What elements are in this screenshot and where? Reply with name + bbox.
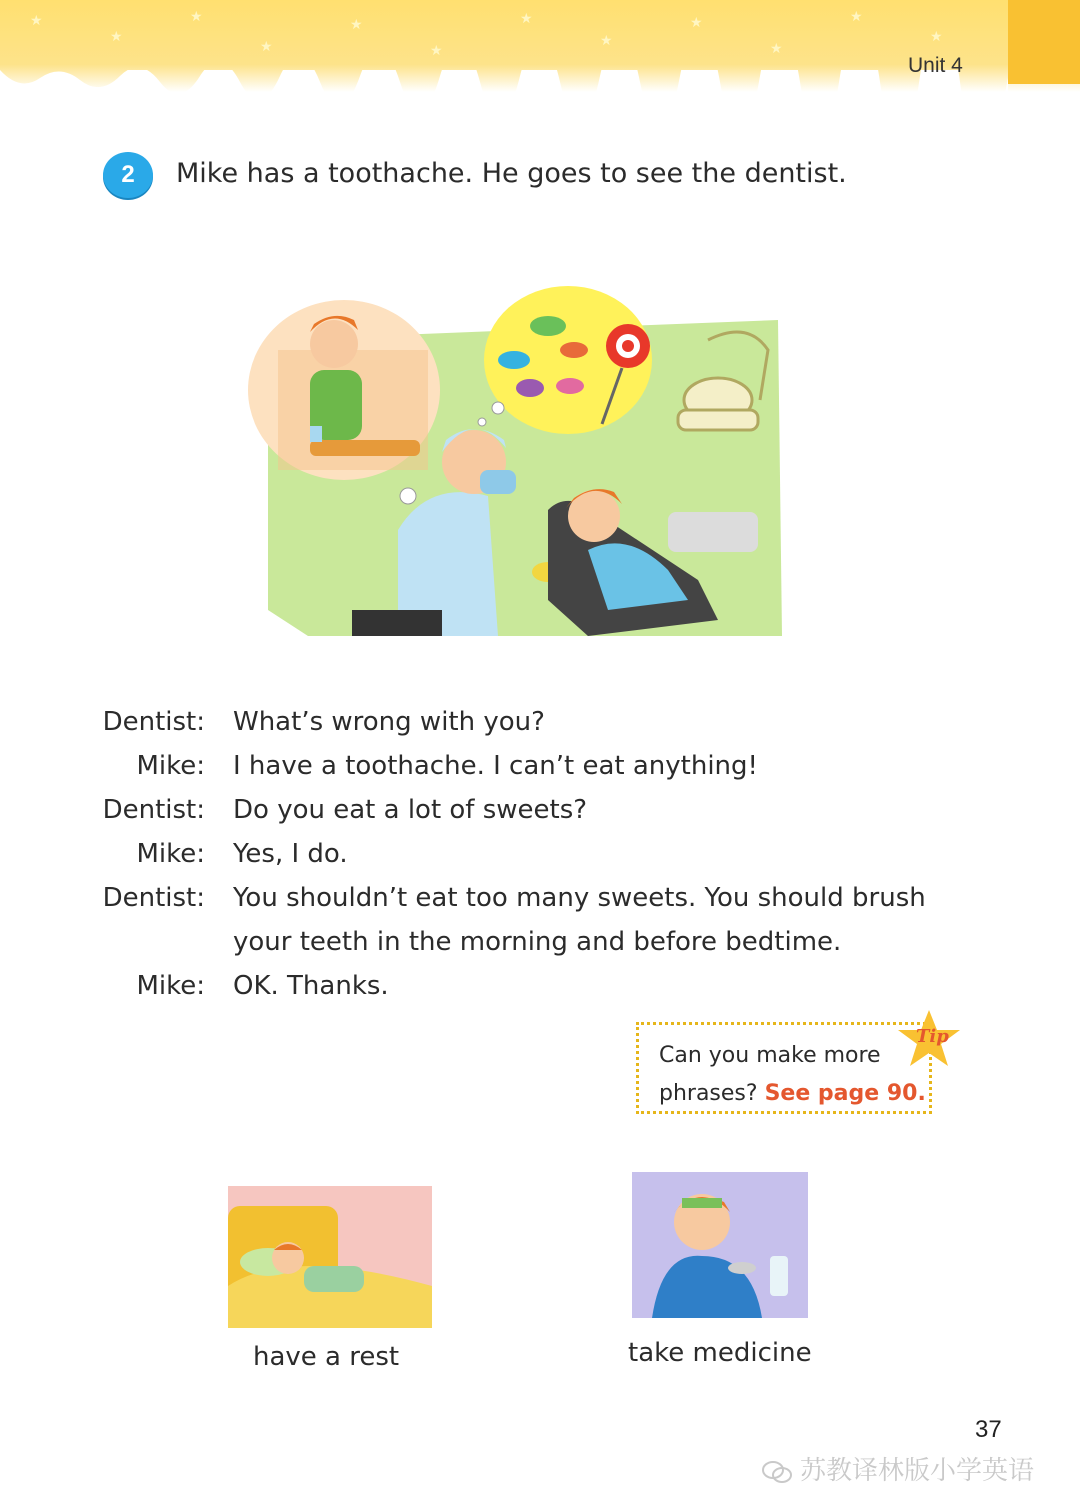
- exercise-title: Mike has a toothache. He goes to see the dentist.: [176, 158, 847, 189]
- tip-badge-label: Tip: [916, 1026, 949, 1047]
- speech-text: Yes, I do.: [233, 839, 348, 869]
- speaker-label: Mike:: [136, 971, 205, 1001]
- top-banner: [0, 0, 1080, 92]
- tip-page-link[interactable]: See page 90.: [764, 1081, 926, 1106]
- tip-line-2: [659, 1075, 926, 1113]
- star-decoration: ★: [770, 41, 783, 57]
- unit-tab: [1008, 0, 1080, 84]
- exercise-number-badge: 2: [103, 152, 153, 198]
- tip-line-2-prefix: phrases?: [659, 1081, 765, 1106]
- tip-box: [636, 1022, 932, 1114]
- star-decoration: ★: [430, 43, 443, 59]
- star-decoration: ★: [190, 9, 203, 25]
- star-decoration: ★: [30, 13, 43, 29]
- speaker-label: Dentist:: [102, 795, 205, 825]
- star-decoration: ★: [260, 39, 273, 55]
- have-a-rest-picture: [228, 1186, 432, 1328]
- tip-text: [659, 1037, 926, 1113]
- speech-text: Do you eat a lot of sweets?: [233, 795, 588, 825]
- star-decoration: ★: [850, 9, 863, 25]
- phrase-caption: take medicine: [628, 1338, 812, 1368]
- banner-wave-edge: [0, 70, 1008, 92]
- speaker-label: Dentist:: [102, 883, 205, 913]
- speech-text: I have a toothache. I can’t eat anything!: [233, 751, 758, 781]
- wechat-icon: [762, 1461, 792, 1483]
- watermark-text: 苏教译林版小学英语: [800, 1456, 1035, 1486]
- speaker-label: Mike:: [136, 751, 205, 781]
- page-number: 37: [975, 1416, 1002, 1443]
- watermark: [762, 1450, 1034, 1487]
- star-decoration: ★: [690, 15, 703, 31]
- phrase-caption: have a rest: [253, 1342, 400, 1372]
- speech-text: You shouldn’t eat too many sweets. You should brush: [233, 883, 926, 913]
- speech-text: What’s wrong with you?: [233, 707, 545, 737]
- unit-label: Unit 4: [908, 54, 963, 77]
- star-decoration: ★: [520, 11, 533, 27]
- star-decoration: ★: [110, 29, 123, 45]
- speech-text: your teeth in the morning and before bedtime.: [233, 927, 842, 957]
- tip-line-1: Can you make more: [659, 1043, 881, 1068]
- speaker-label: Mike:: [136, 839, 205, 869]
- take-medicine-picture: [632, 1172, 808, 1318]
- speech-text: OK. Thanks.: [233, 971, 389, 1001]
- star-decoration: ★: [600, 33, 613, 49]
- speaker-label: Dentist:: [102, 707, 205, 737]
- star-decoration: ★: [350, 17, 363, 33]
- dentist-illustration: [248, 280, 784, 640]
- star-decoration: ★: [930, 29, 943, 45]
